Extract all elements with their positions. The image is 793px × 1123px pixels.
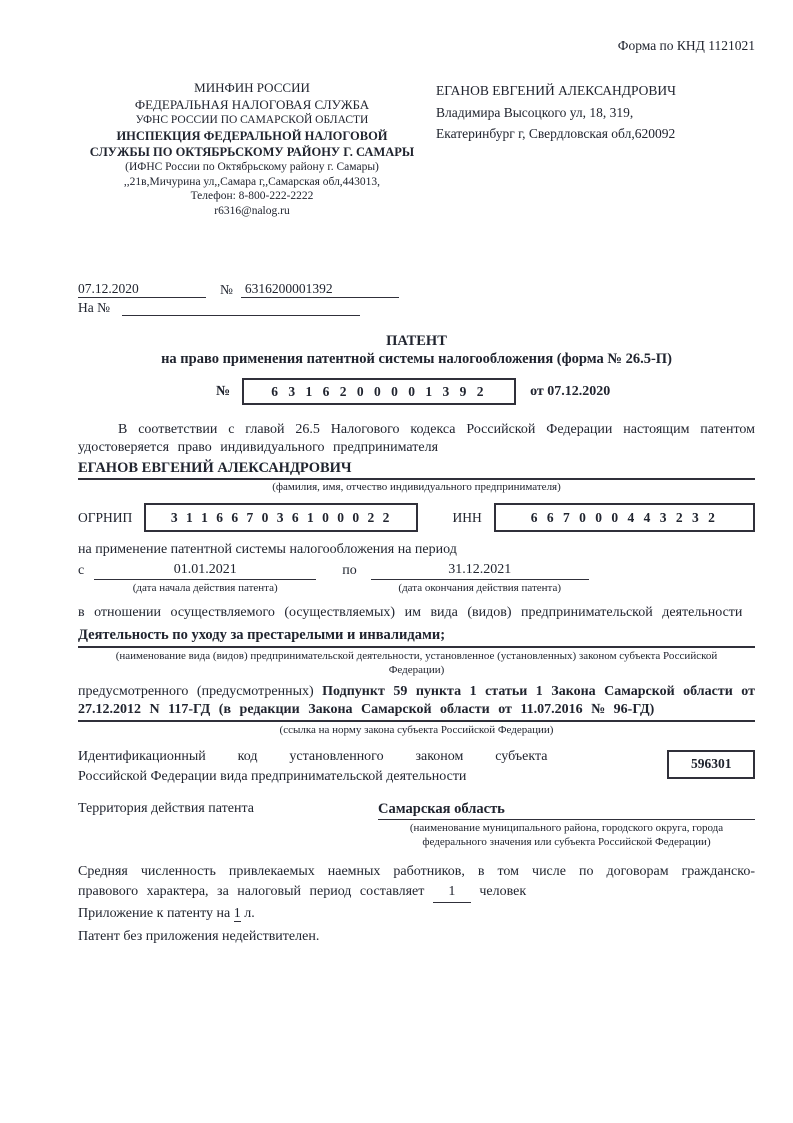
recipient-name: ЕГАНОВ ЕВГЕНИЙ АЛЕКСАНДРОВИЧ	[436, 83, 676, 98]
document-date: 07.12.2020	[78, 281, 206, 298]
activity-caption: (наименование вида (видов) предпринимательской деятельности, установленное (установленных) законом субъекта Российской Федерации)	[115, 650, 718, 676]
employees-paragraph	[78, 862, 755, 904]
reply-to-label: На №	[78, 299, 110, 315]
start-date-caption: (дата начала действия патента)	[132, 582, 278, 595]
recipient-address-line: Екатеринбург г, Свердловская обл,620092	[436, 126, 676, 142]
inn-value-box: 6 6 7 0 0 0 4 4 3 2 3 2	[494, 503, 755, 532]
activity-code-box: 596301	[667, 750, 755, 779]
entrepreneur-name-caption: (фамилия, имя, отчество индивидуального предпринимателя)	[272, 481, 561, 494]
inn-label: ИНН	[452, 509, 482, 525]
sender-line: УФНС РОССИИ ПО САМАРСКОЙ ОБЛАСТИ	[135, 114, 369, 127]
patent-number-sign: №	[216, 383, 231, 399]
period-intro: на применение патентной системы налогообложения на период	[78, 542, 457, 558]
sender-email: r6316@nalog.ru	[214, 205, 290, 218]
sender-line: ИНСПЕКЦИЯ ФЕДЕРАЛЬНОЙ НАЛОГОВОЙ	[116, 128, 388, 143]
validity-period-row	[78, 562, 755, 596]
employees-count: 1	[433, 882, 471, 903]
intro-paragraph: В соответствии с главой 26.5 Налогового кодекса Российской Федерации настоящим патентом удостоверяется право индивидуального предпринимателя	[78, 422, 755, 456]
territory-label: Территория действия патента	[78, 801, 254, 817]
start-date-field	[94, 562, 316, 596]
activity-name: Деятельность по уходу за престарелыми и инвалидами;	[78, 627, 755, 648]
title-line-2: на право применения патентной системы налогообложения (форма № 26.5-П)	[161, 350, 672, 367]
activity-code-label	[78, 747, 547, 788]
ogrnip-inn-row	[78, 503, 755, 532]
attachment-pages: 1	[233, 906, 241, 922]
attachment-suffix: л.	[244, 906, 255, 922]
activity-code-label-line2: Российской Федерации вида предпринимательской деятельности	[78, 769, 467, 785]
sender-line: МИНФИН РОССИИ	[194, 80, 310, 95]
ogrnip-value-box: 3 1 1 6 6 7 0 3 6 1 0 0 0 2 2	[144, 503, 418, 532]
activity-intro: в отношении осуществляемого (осуществляемых) им вида (видов) предпринимательской деятельности	[78, 604, 743, 620]
recipient-block	[436, 80, 755, 219]
activity-code-row	[78, 747, 755, 788]
footer-note: Патент без приложения недействителен.	[78, 929, 320, 945]
territory-field	[378, 801, 755, 850]
law-reference-paragraph	[78, 683, 755, 722]
law-prefix: предусмотренного (предусмотренных)	[78, 683, 314, 699]
letterhead	[78, 80, 755, 219]
patent-issue-date: от 07.12.2020	[530, 383, 611, 399]
form-code-label: Форма по КНД 1121021	[617, 38, 755, 53]
from-label: с	[78, 563, 85, 579]
document-title	[78, 332, 755, 368]
sender-line: ,,21в,Мичурина ул,,Самара г,,Самарская обл,443013,	[123, 175, 381, 188]
territory-value: Самарская область	[378, 801, 755, 820]
recipient-address-line: Владимира Высоцкого ул, 18, 319,	[436, 104, 634, 120]
ogrnip-label: ОГРНИП	[78, 509, 133, 525]
sender-line: ФЕДЕРАЛЬНАЯ НАЛОГОВАЯ СЛУЖБА	[134, 96, 370, 112]
patent-number-row	[78, 378, 755, 405]
to-label: по	[342, 563, 357, 579]
reply-to-blank-field	[122, 300, 360, 316]
territory-caption: (наименование муниципального района, городского округа, города федерального значения или субъекта Российской Федерации)	[409, 822, 724, 849]
end-date-value: 31.12.2021	[371, 562, 589, 580]
activity-code-label-line1: Идентификационный код установленного законом субъекта	[78, 748, 548, 764]
sender-block	[78, 80, 426, 219]
number-sign-label: №	[220, 281, 233, 297]
law-reference: Подпункт 59 пункта 1 статьи 1 Закона Самарской области от 27.12.2012 N 117-ГД (в редакции Закона Самарской области от 11.07.2016 № 96-ГД)	[78, 683, 756, 717]
law-caption: (ссылка на норму закона субъекта Российской Федерации)	[279, 724, 554, 737]
title-line-1: ПАТЕНТ	[386, 332, 447, 349]
entrepreneur-name: ЕГАНОВ ЕВГЕНИЙ АЛЕКСАНДРОВИЧ	[78, 460, 755, 480]
sender-line: СЛУЖБЫ ПО ОКТЯБРЬСКОМУ РАЙОНУ Г. САМАРЫ	[89, 144, 415, 159]
employees-text-1: Средняя численность привлекаемых наемных работников, в том числе по договорам гражданско-правового характера, за налоговый период составляет	[78, 863, 755, 900]
attachment-line	[78, 906, 755, 922]
document-number: 6316200001392	[241, 281, 399, 298]
employees-text-2: человек	[479, 884, 527, 900]
patent-number-box: 6 3 1 6 2 0 0 0 0 1 3 9 2	[242, 378, 516, 405]
sender-phone: Телефон: 8-800-222-2222	[190, 190, 314, 203]
end-date-field	[371, 562, 589, 596]
reference-block	[78, 281, 755, 316]
end-date-caption: (дата окончания действия патента)	[398, 582, 562, 595]
sender-line: (ИФНС России по Октябрьскому району г. Самары)	[125, 160, 379, 173]
start-date-value: 01.01.2021	[94, 562, 316, 580]
attachment-prefix: Приложение к патенту на	[78, 906, 231, 922]
territory-row	[78, 801, 755, 850]
